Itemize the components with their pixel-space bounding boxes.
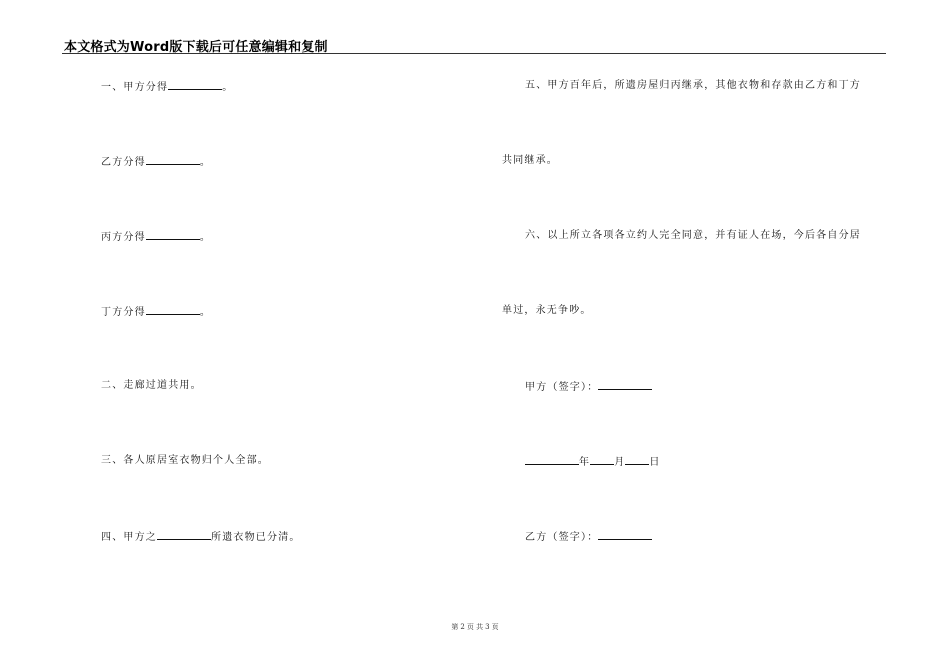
clause-ding-share bbox=[101, 305, 211, 319]
clause-2-corridor: 二、走廊过道共用。 bbox=[101, 380, 202, 391]
blank-field-jia-share[interactable] bbox=[168, 80, 222, 90]
clause-3-personal-belongings: 三、各人原居室衣物归个人全部。 bbox=[101, 455, 269, 466]
clause-6-line-2: 单过，永无争吵。 bbox=[502, 305, 592, 316]
date-year-field[interactable] bbox=[525, 455, 579, 465]
clause-ding-label: 丁方分得 bbox=[101, 307, 146, 318]
signature-yi-field[interactable] bbox=[598, 530, 652, 540]
clause-bing-end: 。 bbox=[199, 232, 212, 243]
date-day-field[interactable] bbox=[625, 455, 649, 465]
signing-date bbox=[525, 455, 661, 469]
clause-yi-end: 。 bbox=[199, 157, 212, 168]
page-total: 3 bbox=[485, 623, 490, 631]
date-month-field[interactable] bbox=[590, 455, 614, 465]
page-number-footer bbox=[0, 622, 950, 632]
document-header-title: 本文格式为Word版下载后可任意编辑和复制 bbox=[64, 40, 328, 55]
signature-yi bbox=[525, 530, 652, 544]
page-prefix: 第 bbox=[451, 623, 459, 631]
clause-yi-share bbox=[101, 155, 211, 169]
page-suffix: 页 bbox=[491, 623, 499, 631]
signature-jia bbox=[525, 380, 652, 394]
clause-5-line-1: 五、甲方百年后，所遗房屋归丙继承，其他衣物和存款由乙方和丁方 bbox=[525, 80, 861, 91]
clause-5-line-2: 共同继承。 bbox=[502, 155, 558, 166]
date-day-label: 日 bbox=[649, 457, 661, 468]
signature-jia-field[interactable] bbox=[598, 380, 652, 390]
blank-field-jia-item[interactable] bbox=[157, 530, 211, 540]
page-current: 2 bbox=[460, 623, 465, 631]
blank-field-ding-share[interactable] bbox=[146, 305, 200, 315]
clause-yi-label: 乙方分得 bbox=[101, 157, 146, 168]
header-divider bbox=[62, 53, 886, 54]
clause-1-end: 。 bbox=[222, 82, 234, 93]
blank-field-bing-share[interactable] bbox=[146, 230, 200, 240]
page-mid: 页 共 bbox=[466, 623, 484, 631]
date-year-label: 年 bbox=[579, 457, 591, 468]
signature-yi-label: 乙方（签字）： bbox=[525, 532, 599, 543]
clause-ding-end: 。 bbox=[199, 307, 212, 318]
clause-6-line-1: 六、以上所立各项各立约人完全同意，并有证人在场，今后各自分居 bbox=[525, 230, 861, 241]
clause-4-jia-belongings bbox=[101, 530, 301, 544]
blank-field-yi-share[interactable] bbox=[146, 155, 200, 165]
clause-1-jia-share bbox=[101, 80, 233, 94]
clause-1-label: 一、甲方分得 bbox=[101, 82, 169, 93]
date-month-label: 月 bbox=[614, 457, 626, 468]
signature-jia-label: 甲方（签字）： bbox=[525, 382, 599, 393]
clause-bing-share bbox=[101, 230, 211, 244]
clause-4-suffix: 所遗衣物已分清。 bbox=[211, 532, 301, 543]
clause-4-prefix: 四、甲方之 bbox=[101, 532, 157, 543]
clause-bing-label: 丙方分得 bbox=[101, 232, 146, 243]
